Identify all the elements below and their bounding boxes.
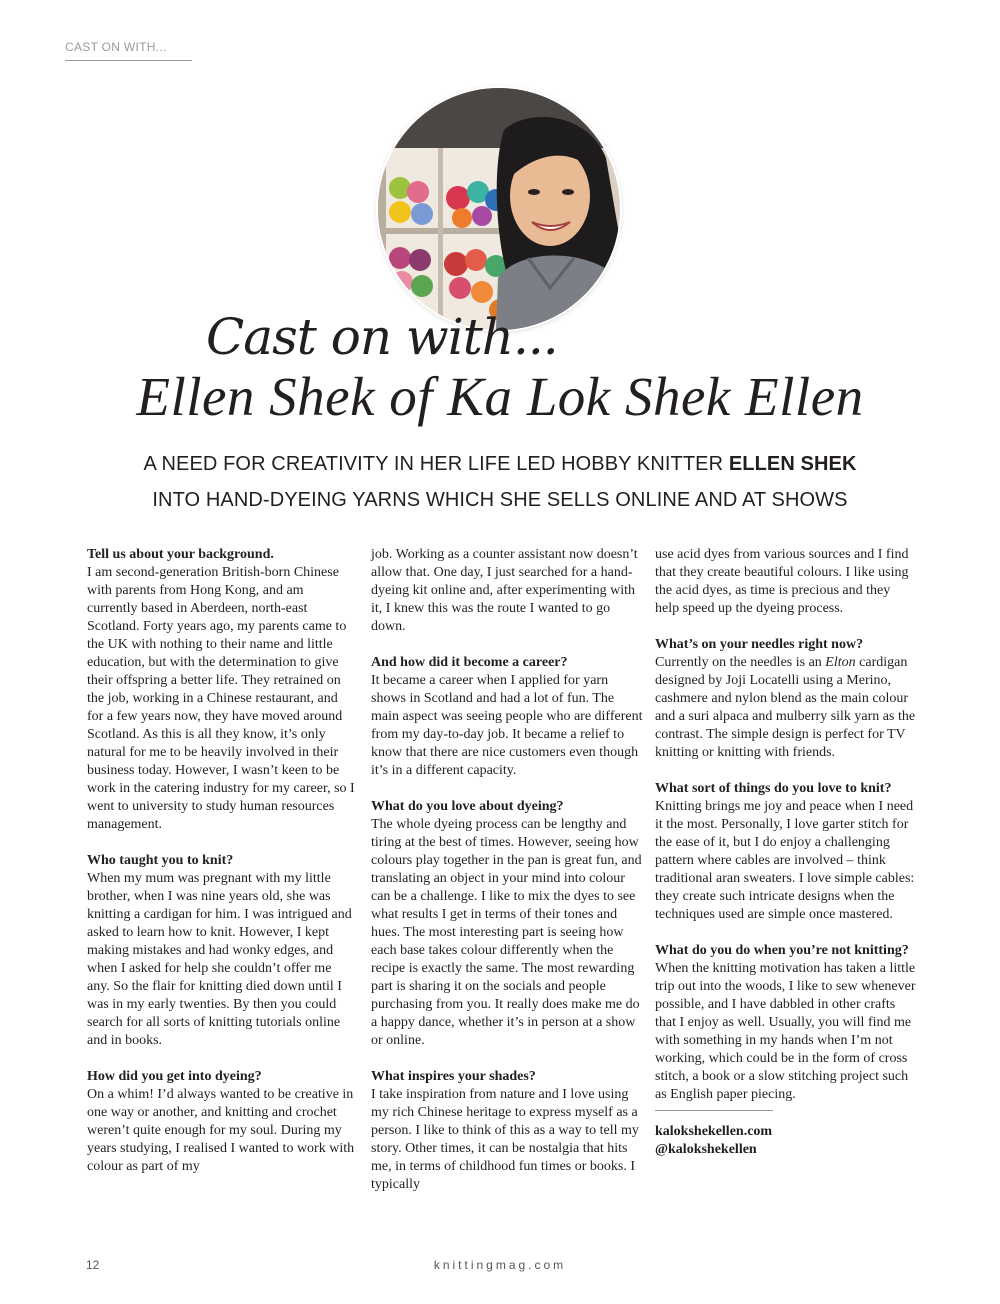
standfirst-line-2: INTO HAND-DYEING YARNS WHICH SHE SELLS ONLINE AND AT SHOWS: [152, 489, 848, 511]
answer-text: use acid dyes from various sources and I find that they create beautiful colours. I like using the acid dyes, as time is precious and they help speed up the dyeing process.: [655, 547, 909, 616]
divider: [655, 1110, 773, 1111]
qa-background: [87, 546, 357, 834]
qa-into-dyeing: [87, 1068, 357, 1176]
page-number: 12: [86, 1258, 100, 1272]
answer-text: I am second-generation British-born Chinese with parents from Hong Kong, and am currently based in Aberdeen, north-east Scotland. Forty years ago, my parents came to the UK with nothing to their name and little education, but with the determination to give their offspring a better life. They retrained on the job, working in a Chinese restaurant, and for a few years now, they have moved around Scotland. As this is all they know, it’s only natural for me to be heavily involved in their business today. However, I wasn’t keen to be work in the catering industry for my career, so I went to university to study human resources management.: [87, 565, 355, 832]
website-link[interactable]: kalokshekellen.com: [655, 1124, 773, 1139]
qa-into-dyeing-continued: [371, 546, 643, 636]
qa-on-needles: [655, 636, 917, 762]
qa-love-to-knit: [655, 780, 917, 924]
pattern-name: Elton: [825, 655, 856, 670]
portrait-illustration: [378, 88, 620, 330]
answer-text: The whole dyeing process can be lengthy and tiring at the best of times. However, seeing how colours play together in the pan is great fun, and translating an object in your mind into colour can be a challenge. I like to mix the dyes to see what results I get in terms of their tones and hues. The most interesting part is seeing how each base takes colour differently when the recipe is exactly the same. The most rewarding part is sharing it on the socials and people purchasing from you. It really does make me do a happy dance, whether it’s in person at a show or online.: [371, 817, 642, 1048]
question-heading: What sort of things do you love to knit?: [655, 781, 892, 796]
answer-text: When my mum was pregnant with my little brother, when I was nine years old, she was knitting a cardigan for him. I was intrigued and asked to learn how to knit. However, I kept making mistakes and had wonky edges, and when I asked for help she couldn’t offer me any. So the flair for knitting died down until I was in my early twenties. By then you could search for all sorts of knitting tutorials online and in books.: [87, 871, 352, 1048]
portrait-photo: [378, 88, 620, 330]
section-label: CAST ON WITH...: [65, 40, 192, 61]
question-heading: What inspires your shades?: [371, 1069, 536, 1084]
footer-site: knittingmag.com: [433, 1258, 567, 1272]
qa-career: [371, 654, 643, 780]
qa-who-taught: [87, 852, 357, 1050]
article-column-3: [655, 546, 917, 1159]
standfirst-name: ELLEN SHEK: [728, 453, 857, 475]
article-column-2: [371, 546, 643, 1212]
qa-inspires-shades: [371, 1068, 643, 1194]
answer-text: Knitting brings me joy and peace when I need it the most. Personally, I love garter stitch for the ease of it, but I do enjoy a challenging pattern where cables are involved – think traditional aran sweaters. I love simple cables: they create such intricate designs when the techniques used are simple once mastered.: [655, 799, 915, 922]
article-column-1: [87, 546, 357, 1194]
qa-inspires-shades-continued: [655, 546, 917, 618]
question-heading: Who taught you to knit?: [87, 853, 234, 868]
question-heading: And how did it become a career?: [371, 655, 568, 670]
question-heading: What do you love about dyeing?: [371, 799, 564, 814]
qa-love-dyeing: [371, 798, 643, 1050]
answer-text: On a whim! I’d always wanted to be creative in one way or another, and knitting and crochet weren’t quite enough for my soul. During my years studying, I realised I wanted to work with colour as part of my: [87, 1087, 355, 1174]
answer-text: When the knitting motivation has taken a little trip out into the woods, I like to sew whenever possible, and I have dabbled in other crafts that I enjoy as well. Usually, you will find me with something in my hands when I’m not working, which could be in the form of cross stitch, a book or a slow stitching project such as English paper piecing.: [655, 961, 916, 1102]
answer-text: It became a career when I applied for yarn shows in Scotland and had a lot of fun. The main aspect was seeing people who are different from my day-to-day job. It became a relief to know that there are nice customers even though it’s in a different capacity.: [371, 673, 643, 778]
question-heading: What do you do when you’re not knitting?: [655, 943, 909, 958]
question-heading: How did you get into dyeing?: [87, 1069, 262, 1084]
standfirst: [60, 446, 940, 518]
page-title: Ellen Shek of Ka Lok Shek Ellen: [136, 366, 864, 427]
instagram-handle[interactable]: @kalokshekellen: [655, 1142, 757, 1157]
answer-text: I take inspiration from nature and I love using my rich Chinese heritage to express myself as a person. I like to think of this as a way to tell my story. Other times, it can be nostalgia that hits me, in terms of childhood fun times or books. I typically: [371, 1087, 639, 1192]
script-heading: Cast on with...: [206, 308, 558, 366]
answer-text: job. Working as a counter assistant now doesn’t allow that. One day, I just searched for a hand-dyeing kit online and, after experimenting with it, I knew this was the route I wanted to go down.: [371, 547, 638, 634]
answer-text: [655, 654, 917, 762]
qa-not-knitting: [655, 942, 917, 1104]
answer-text-part: cardigan designed by Joji Locatelli using a Merino, cashmere and nylon blend as the main colour and a suri alpaca and mulberry silk yarn as the contrast. The simple design is perfect for TV knitting or knitting with friends.: [655, 655, 916, 760]
question-heading: What’s on your needles right now?: [655, 637, 864, 652]
standfirst-line-1: [60, 446, 940, 482]
question-heading: Tell us about your background.: [87, 547, 274, 562]
standfirst-line-1-text: A NEED FOR CREATIVITY IN HER LIFE LED HOBBY KNITTER: [143, 453, 729, 475]
answer-text-part: Currently on the needles is an: [655, 655, 826, 670]
